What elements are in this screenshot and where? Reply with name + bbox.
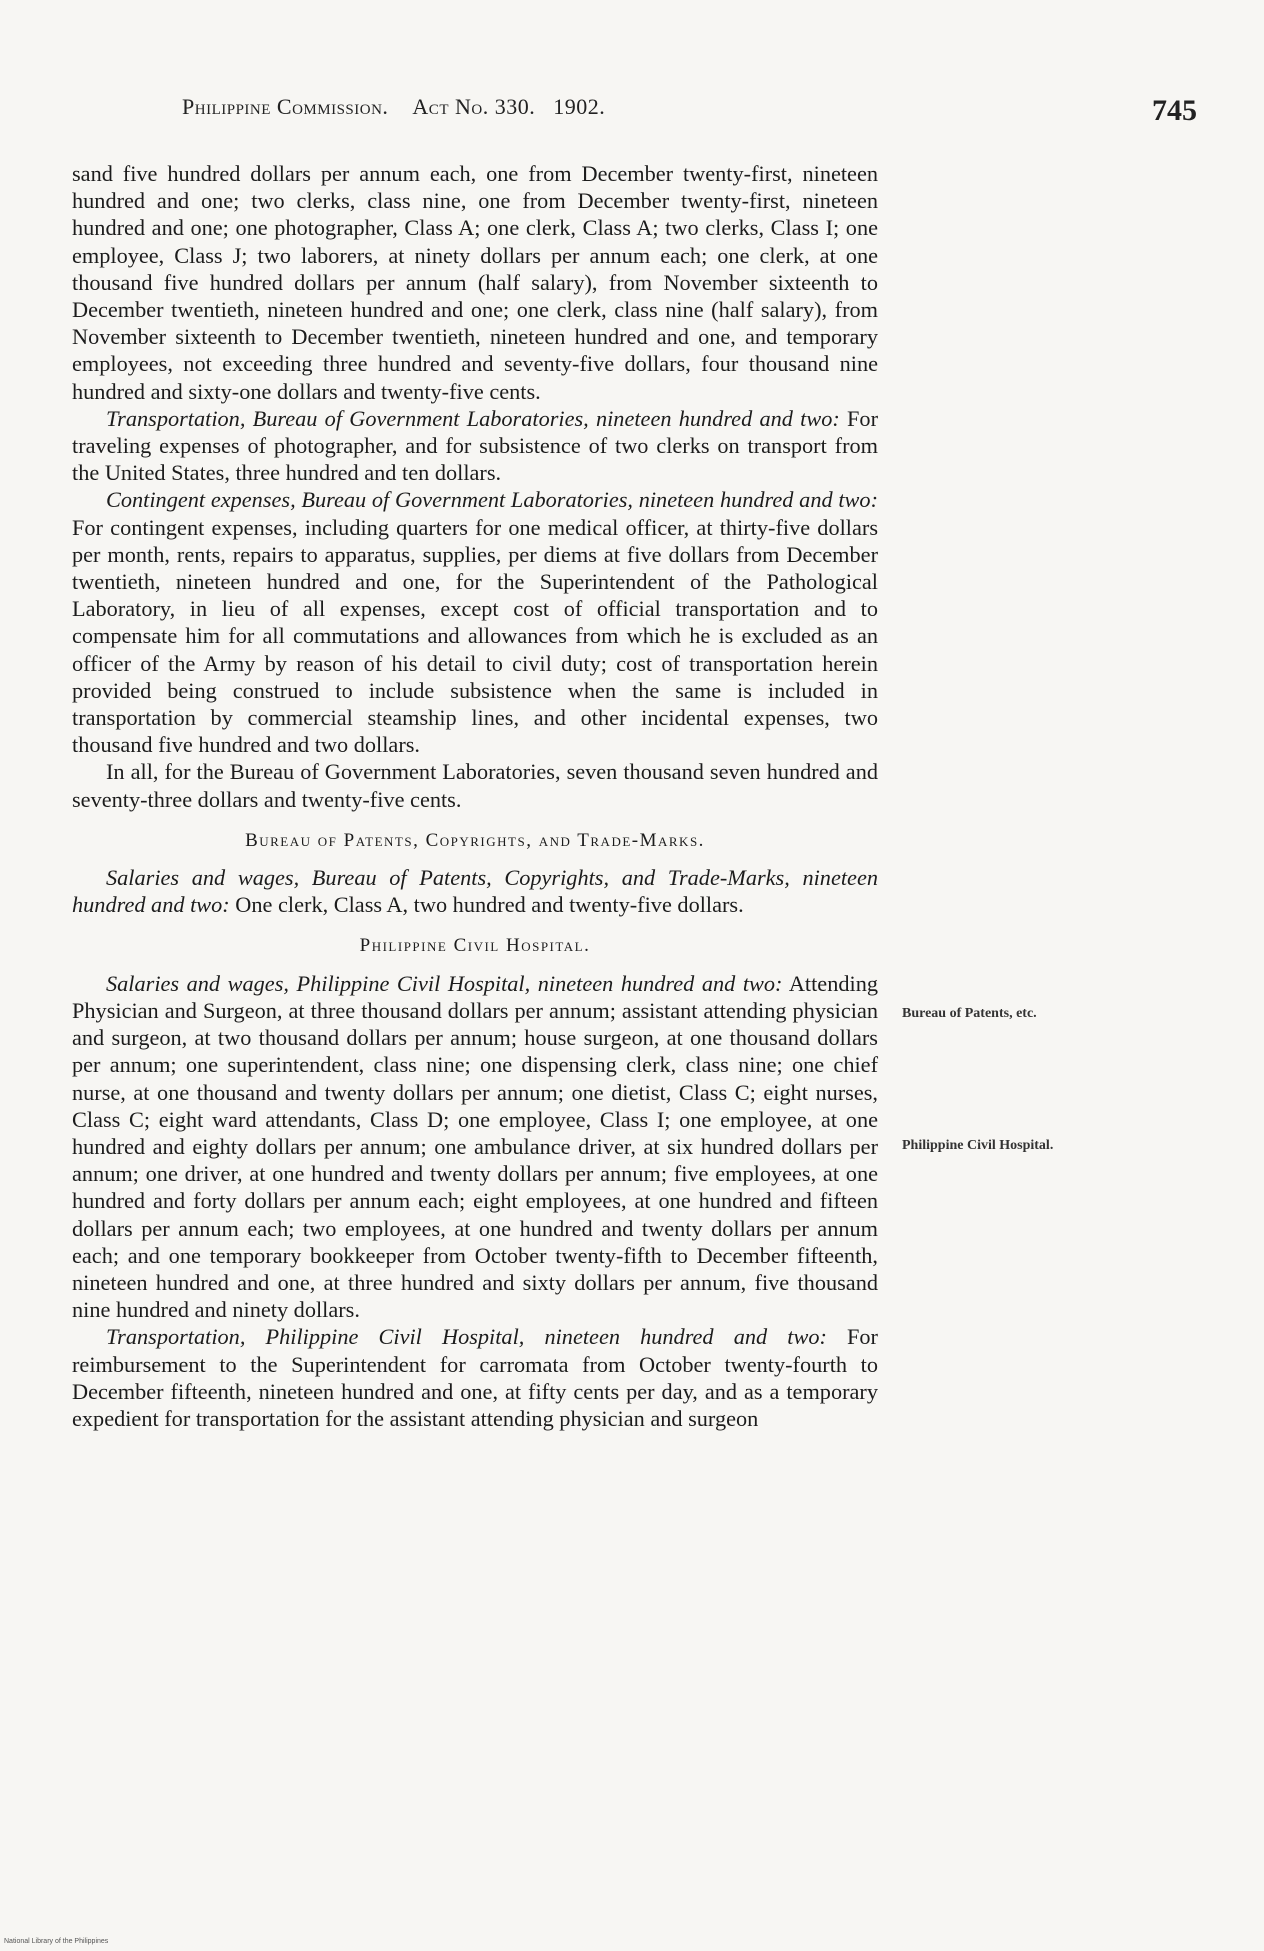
header-act: Act No. 330.	[412, 94, 536, 119]
page-number: 745	[1152, 94, 1197, 127]
paragraph-hospital-salaries	[72, 970, 878, 1324]
paragraph-salaries-continued: sand five hundred dollars per annum each, one from December twenty-first, nineteen hundred and one; two clerks, class nine, one from December twenty-first, nineteen hundred and one; one photographer, Class A; one clerk, Class A; two clerks, Class I; one employee, Class J; two laborers, at ninety dollars per annum each; one clerk, at one thousand five hundred dollars per annum (half salary), from November sixteenth to December twentieth, nineteen hundred and one; one clerk, class nine (half salary), from November sixteenth to December twentieth, nineteen hundred and one, and temporary employees, not exceeding three hundred and seventy-five dollars, four thousand nine hundred and sixty-one dollars and twenty-five cents.	[72, 161, 878, 404]
italic-heading: Salaries and wages, Philippine Civil Hospital, nineteen hundred and two:	[106, 970, 783, 996]
italic-heading: Contingent expenses, Bureau of Government Laboratories, nineteen hundred and two:	[106, 487, 878, 513]
margin-note-patents: Bureau of Patents, etc.	[902, 1006, 1037, 1021]
paragraph-text: For reimbursement to the Superintendent for carromata from October twenty-fourth to December fifteenth, nineteen hundred and one, at fifty cents per day, and as a temporary expedient for transportation for the assistant attending physician and surgeon	[72, 1324, 878, 1431]
margin-note-hospital: Philippine Civil Hospital.	[902, 1138, 1054, 1153]
paragraph-text: Attending Physician and Surgeon, at three thousand dollars per annum; assistant attending physician and surgeon, at two thousand dollars per annum; house surgeon, at one thousand dollars per annum; one superintendent, class nine; one dispensing clerk, class nine; one chief nurse, at one thousand and twenty dollars per annum; one dietist, Class C; eight nurses, Class C; eight ward attendants, Class D; one employee, Class I; one employee, at one hundred and eighty dollars per annum; one ambulance driver, at six hundred dollars per annum; one driver, at one hundred and twenty dollars per annum; five employees, at one hundred and forty dollars per annum each; eight employees, at one hundred and fifteen dollars per annum each; two employees, at one hundred and twenty dollars per annum each; and one temporary bookkeeper from October twenty-fifth to December fifteenth, nineteen hundred and one, at three hundred and sixty dollars per annum, five thousand nine hundred and ninety dollars.	[72, 970, 878, 1323]
paragraph-text: For contingent expenses, including quarters for one medical officer, at thirty-five dollars per month, rents, repairs to apparatus, supplies, per diems at five dollars from December twentieth, nineteen hundred and one, for the Superintendent of the Pathological Laboratory, in lieu of all expenses, except cost of official transportation and to compensate him for all commutations and allowances from which he is excluded as an officer of the Army by reason of his detail to civil duty; cost of transportation herein provided being construed to include subsistence when the same is included in transportation by commercial steamship lines, and other incidental expenses, two thousand five hundred and two dollars.	[72, 514, 878, 758]
italic-heading: Transportation, Bureau of Government Laboratories, nineteen hundred and two:	[106, 405, 840, 431]
paragraph-patents-salaries	[72, 864, 878, 918]
paragraph-transportation-laboratories	[72, 405, 878, 487]
header-year: 1902.	[553, 94, 606, 119]
paragraph-text: For traveling expenses of photographer, and for subsistence of two clerks on transport from the United States, three hundred and ten dollars.	[72, 405, 878, 486]
header-title: Philippine Commission.	[182, 94, 389, 119]
source-footer: National Library of the Philippines	[4, 1938, 109, 1945]
paragraph-contingent-expenses	[72, 486, 878, 758]
italic-heading: Salaries and wages, Bureau of Patents, Copyrights, and Trade-Marks, nineteen hundred and two:	[72, 865, 878, 918]
paragraph-text: One clerk, Class A, two hundred and twenty-five dollars.	[229, 892, 744, 918]
section-heading-patents: Bureau of Patents, Copyrights, and Trade-Marks.	[245, 829, 705, 851]
italic-heading: Transportation, Philippine Civil Hospital, nineteen hundred and two:	[106, 1324, 827, 1350]
section-heading-hospital: Philippine Civil Hospital.	[359, 935, 591, 957]
paragraph-hospital-transportation	[72, 1323, 878, 1432]
paragraph-total-laboratories: In all, for the Bureau of Government Laboratories, seven thousand seven hundred and seventy-three dollars and twenty-five cents.	[72, 759, 878, 812]
running-header	[182, 94, 872, 120]
main-text	[72, 160, 878, 1432]
